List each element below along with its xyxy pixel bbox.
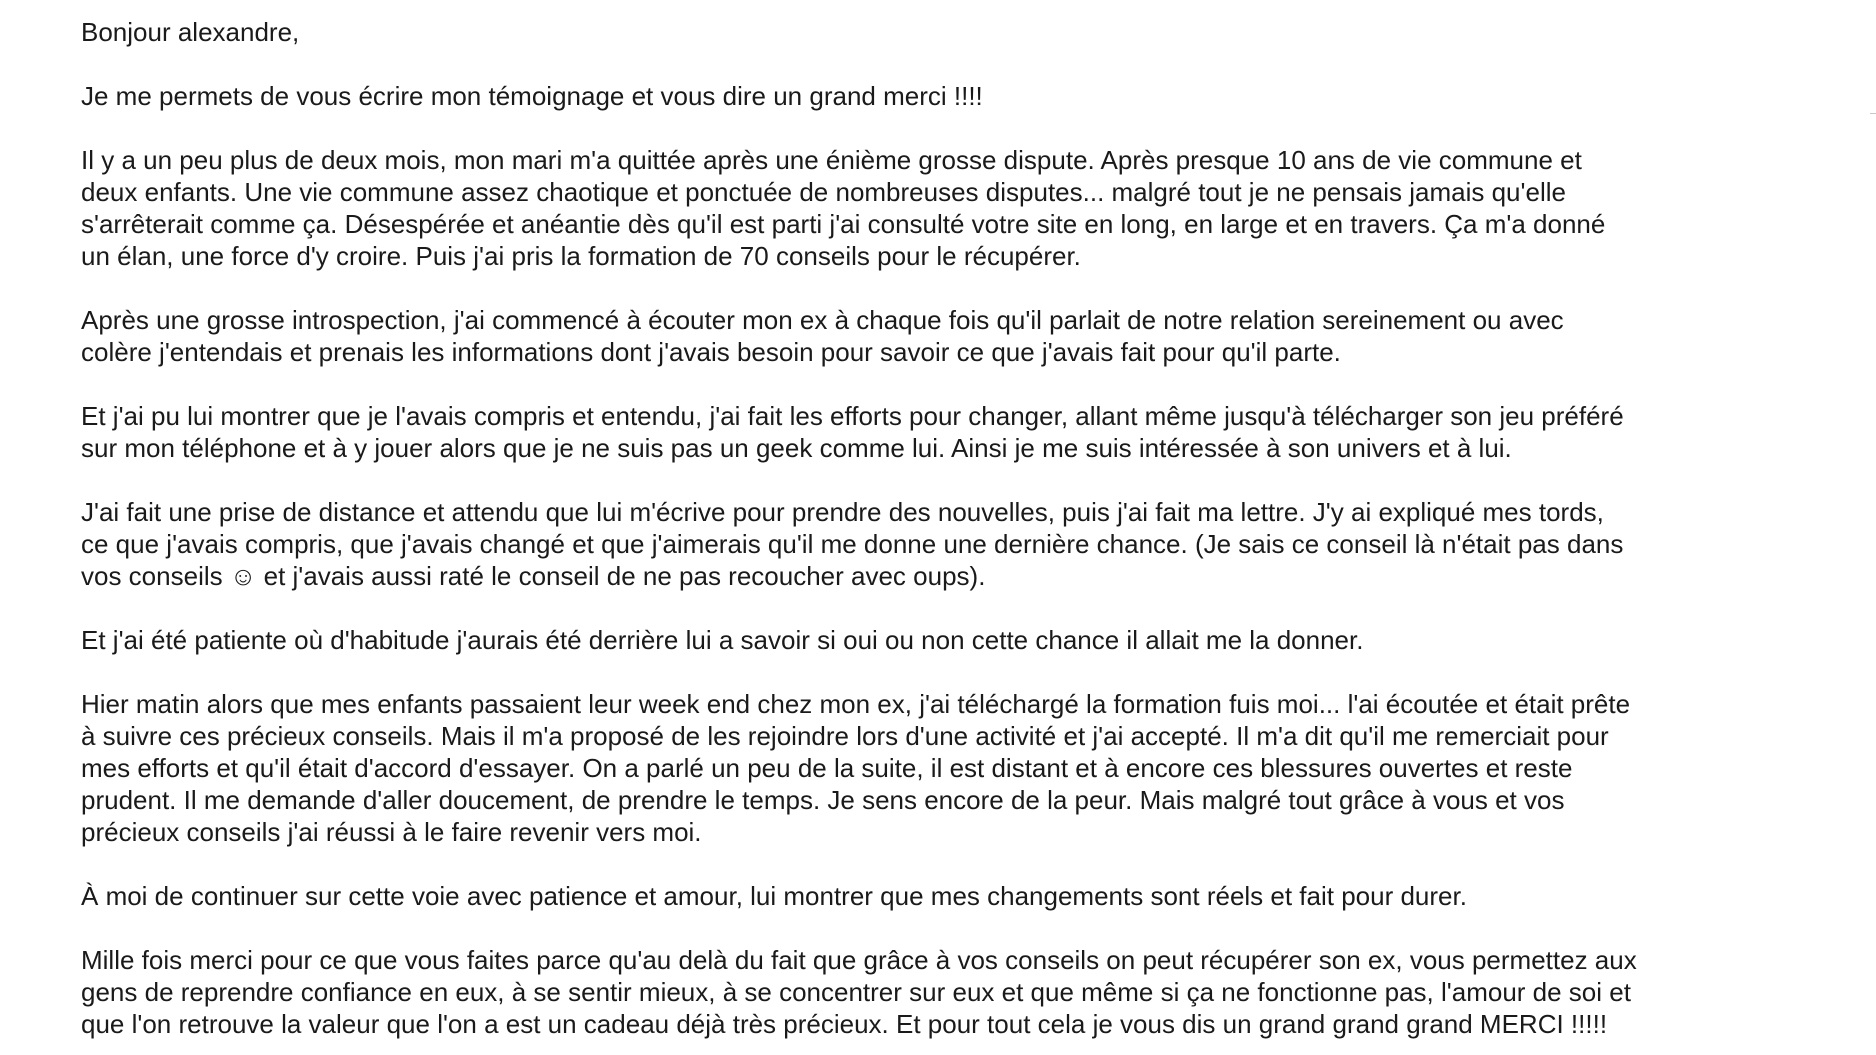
- paragraph-breakup: Il y a un peu plus de deux mois, mon mari m'a quittée après une énième grosse dispute. Après presque 10 ans de vie commune et deux enfants. Une vie commune assez chaotique et ponctuée de nombreuses disputes... malgré tout je ne pensais jamais qu'elle s'arrêterait comme ça. Désespérée et anéantie dès qu'il est parti j'ai consulté votre site en long, en large et en travers. Ça m'a donné un élan, une force d'y croire. Puis j'ai pris la formation de 70 conseils pour le récupérer.: [81, 145, 1606, 271]
- paragraph-continue: À moi de continuer sur cette voie avec patience et amour, lui montrer que mes changements sont réels et fait pour durer.: [81, 881, 1467, 911]
- paragraph-introspection: Après une grosse introspection, j'ai commencé à écouter mon ex à chaque fois qu'il parlait de notre relation sereinement ou avec colère j'entendais et prenais les informations dont j'avais besoin pour savoir ce que j'avais fait pour qu'il parte.: [81, 305, 1564, 367]
- letter-body: [81, 16, 1781, 1040]
- greeting: Bonjour alexandre,: [81, 17, 300, 47]
- paragraph-thanks: Mille fois merci pour ce que vous faites parce qu'au delà du fait que grâce à vos conseils on peut récupérer son ex, vous permettez aux gens de reprendre confiance en eux, à se sentir mieux, à se concentrer sur eux et que même si ça ne fonctionne pas, l'amour de soi et que l'on retrouve la valeur que l'on a est un cadeau déjà très précieux. Et pour tout cela je vous dis un grand grand grand MERCI !!!!!: [81, 945, 1637, 1039]
- edge-divider: [1870, 113, 1876, 114]
- paragraph-distance-letter: J'ai fait une prise de distance et attendu que lui m'écrive pour prendre des nouvelles, puis j'ai fait ma lettre. J'y ai expliqué mes tords, ce que j'avais compris, que j'avais changé et que j'aimerais qu'il me donne une dernière chance. (Je sais ce conseil là n'était pas dans vos conseils ☺ et j'avais aussi raté le conseil de ne pas recoucher avec oups).: [81, 497, 1624, 591]
- paragraph-intro: Je me permets de vous écrire mon témoignage et vous dire un grand merci !!!!: [81, 81, 983, 111]
- paragraph-patience: Et j'ai été patiente où d'habitude j'aurais été derrière lui a savoir si oui ou non cette chance il allait me la donner.: [81, 625, 1364, 655]
- paragraph-reunion: Hier matin alors que mes enfants passaient leur week end chez mon ex, j'ai téléchargé la formation fuis moi... l'ai écoutée et était prête à suivre ces précieux conseils. Mais il m'a proposé de les rejoindre lors d'une activité et j'ai accepté. Il m'a dit qu'il me remerciait pour mes efforts et qu'il était d'accord d'essayer. On a parlé un peu de la suite, il est distant et à encore ces blessures ouvertes et reste prudent. Il me demande d'aller doucement, de prendre le temps. Je sens encore de la peur. Mais malgré tout grâce à vous et vos précieux conseils j'ai réussi à le faire revenir vers moi.: [81, 689, 1631, 847]
- paragraph-efforts: Et j'ai pu lui montrer que je l'avais compris et entendu, j'ai fait les efforts pour changer, allant même jusqu'à télécharger son jeu préféré sur mon téléphone et à y jouer alors que je ne suis pas un geek comme lui. Ainsi je me suis intéressée à son univers et à lui.: [81, 401, 1624, 463]
